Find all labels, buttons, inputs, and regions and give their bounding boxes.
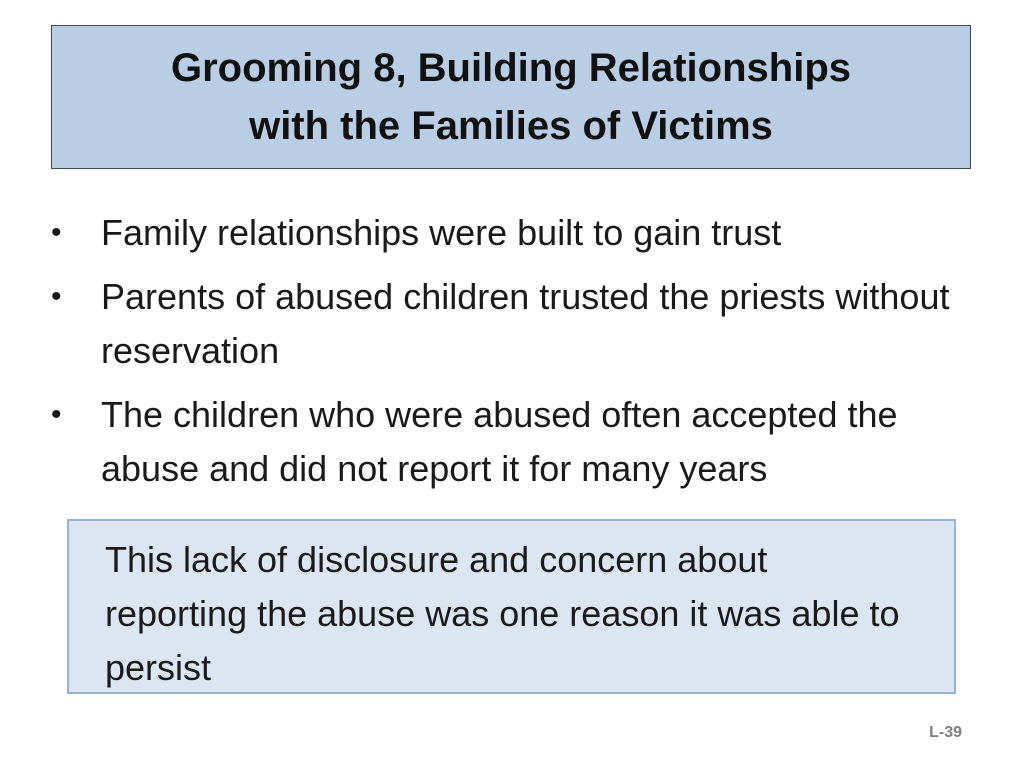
- bullet-item-1: [47, 206, 977, 260]
- bullet-icon: •: [51, 216, 62, 249]
- bullet-text: Family relationships were built to gain trust: [101, 212, 782, 253]
- bullet-icon: •: [51, 398, 62, 431]
- bullet-item-3: [47, 388, 977, 496]
- slide-title-box: [51, 25, 971, 169]
- bullet-text: Parents of abused children trusted the priests without reservation: [101, 276, 950, 371]
- slide-number: L-39: [929, 724, 962, 741]
- bullet-icon: •: [51, 280, 62, 313]
- bullet-list: [47, 206, 977, 506]
- bullet-item-2: [47, 270, 977, 378]
- slide-title: Grooming 8, Building Relationships with the Families of Victims: [170, 46, 852, 148]
- callout-box: [67, 519, 956, 694]
- bullet-text: The children who were abused often accepted the abuse and did not report it for many years: [101, 394, 898, 489]
- callout-text: This lack of disclosure and concern about reporting the abuse was one reason it was able to persist: [105, 539, 900, 688]
